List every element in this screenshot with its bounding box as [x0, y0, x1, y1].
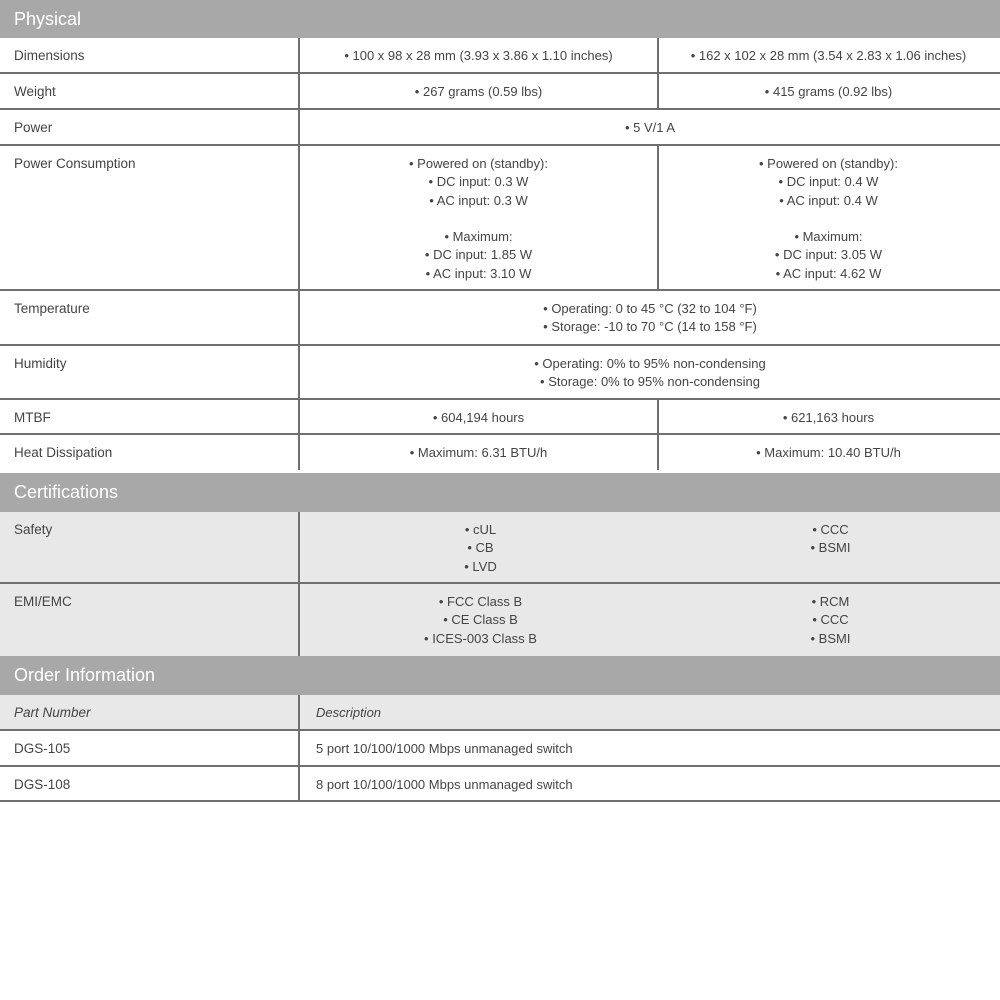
- cert-item: • RCM: [811, 594, 850, 609]
- spec-row-dimensions: [0, 38, 1000, 74]
- cert-item: • cUL: [464, 522, 497, 537]
- value-model-1: • 604,194 hours: [300, 400, 659, 433]
- section-header-certifications: [0, 473, 1000, 512]
- value-model-2: • 162 x 102 x 28 mm (3.54 x 2.83 x 1.06 inches): [690, 48, 967, 63]
- standby-dc: • DC input: 0.4 W: [778, 174, 879, 190]
- value-model-1: • 267 grams (0.59 lbs): [300, 74, 659, 108]
- spec-row-safety: [0, 512, 1000, 584]
- max-ac: • AC input: 4.62 W: [775, 265, 882, 281]
- section-header-order-information: [0, 656, 1000, 695]
- description: 8 port 10/100/1000 Mbps unmanaged switch: [316, 777, 573, 792]
- part-number: DGS-105: [0, 731, 300, 765]
- row-label: Power Consumption: [0, 146, 300, 289]
- order-row: [0, 767, 1000, 802]
- value-model-2: • 621,163 hours: [782, 410, 875, 425]
- value-model-1: [300, 512, 661, 582]
- spec-row-temperature: [0, 291, 1000, 346]
- section-title: Physical: [14, 8, 82, 29]
- value-shared: [300, 291, 1000, 344]
- value-model-2: [661, 512, 1000, 582]
- value-shared: • 5 V/1 A: [624, 120, 676, 135]
- spacer: [300, 210, 657, 228]
- value-model-1: [300, 146, 659, 289]
- standby-title: • Powered on (standby):: [409, 156, 548, 171]
- value-model-2: • Maximum: 10.40 BTU/h: [756, 445, 901, 460]
- description: 5 port 10/100/1000 Mbps unmanaged switch: [316, 741, 573, 756]
- row-label: Safety: [0, 512, 300, 582]
- row-label: Power: [0, 110, 300, 144]
- row-label: Weight: [0, 74, 300, 108]
- cert-item: • CCC: [812, 522, 849, 537]
- value-model-2: [659, 146, 998, 289]
- row-label: Temperature: [0, 291, 300, 344]
- column-header-part-number: Part Number: [0, 695, 300, 729]
- row-label: Humidity: [0, 346, 300, 398]
- max-dc: • DC input: 3.05 W: [774, 247, 883, 263]
- row-label: Dimensions: [0, 38, 300, 72]
- spec-row-weight: [0, 74, 1000, 110]
- cert-item: • BSMI: [810, 540, 851, 556]
- max-dc: • DC input: 1.85 W: [424, 247, 533, 263]
- spec-row-power: [0, 110, 1000, 146]
- value-model-1: [300, 584, 661, 656]
- spacer: [659, 210, 998, 228]
- spec-row-heat-dissipation: [0, 435, 1000, 470]
- row-label: MTBF: [0, 400, 300, 433]
- order-row: [0, 731, 1000, 767]
- value-model-2: • 415 grams (0.92 lbs): [764, 84, 893, 99]
- spec-row-power-consumption: [0, 146, 1000, 291]
- cert-item: • FCC Class B: [438, 594, 523, 609]
- row-label: EMI/EMC: [0, 584, 300, 656]
- standby-dc: • DC input: 0.3 W: [428, 174, 529, 190]
- spec-row-emi-emc: [0, 584, 1000, 656]
- cert-item: • ICES-003 Class B: [424, 630, 537, 646]
- value-shared: [300, 346, 1000, 398]
- order-header-row: [0, 695, 1000, 731]
- spec-row-humidity: [0, 346, 1000, 400]
- storage-range: • Storage: -10 to 70 °C (14 to 158 °F): [543, 319, 757, 335]
- cert-item: • LVD: [464, 558, 497, 574]
- max-title: • Maximum:: [794, 229, 863, 245]
- max-ac: • AC input: 3.10 W: [425, 265, 532, 281]
- section-title: Certifications: [14, 482, 119, 502]
- max-title: • Maximum:: [444, 229, 513, 245]
- section-title: Order Information: [14, 665, 156, 685]
- standby-ac: • AC input: 0.3 W: [429, 192, 528, 208]
- value-model-2: [661, 584, 1000, 656]
- row-label: Heat Dissipation: [0, 435, 300, 470]
- standby-title: • Powered on (standby):: [759, 156, 898, 171]
- column-header-description: Description: [300, 695, 1000, 729]
- operating-range: • Operating: 0% to 95% non-condensing: [534, 356, 766, 371]
- cert-item: • CE Class B: [443, 612, 518, 628]
- part-number: DGS-108: [0, 767, 300, 800]
- section-header-physical: [0, 0, 1000, 38]
- value-model-1: • Maximum: 6.31 BTU/h: [300, 435, 659, 470]
- operating-range: • Operating: 0 to 45 °C (32 to 104 °F): [543, 301, 757, 316]
- spec-row-mtbf: [0, 400, 1000, 435]
- value-model-1: • 100 x 98 x 28 mm (3.93 x 3.86 x 1.10 inches): [300, 38, 659, 72]
- cert-item: • CCC: [812, 612, 849, 628]
- storage-range: • Storage: 0% to 95% non-condensing: [540, 374, 760, 390]
- standby-ac: • AC input: 0.4 W: [779, 192, 878, 208]
- cert-item: • BSMI: [810, 630, 851, 646]
- cert-item: • CB: [467, 540, 494, 556]
